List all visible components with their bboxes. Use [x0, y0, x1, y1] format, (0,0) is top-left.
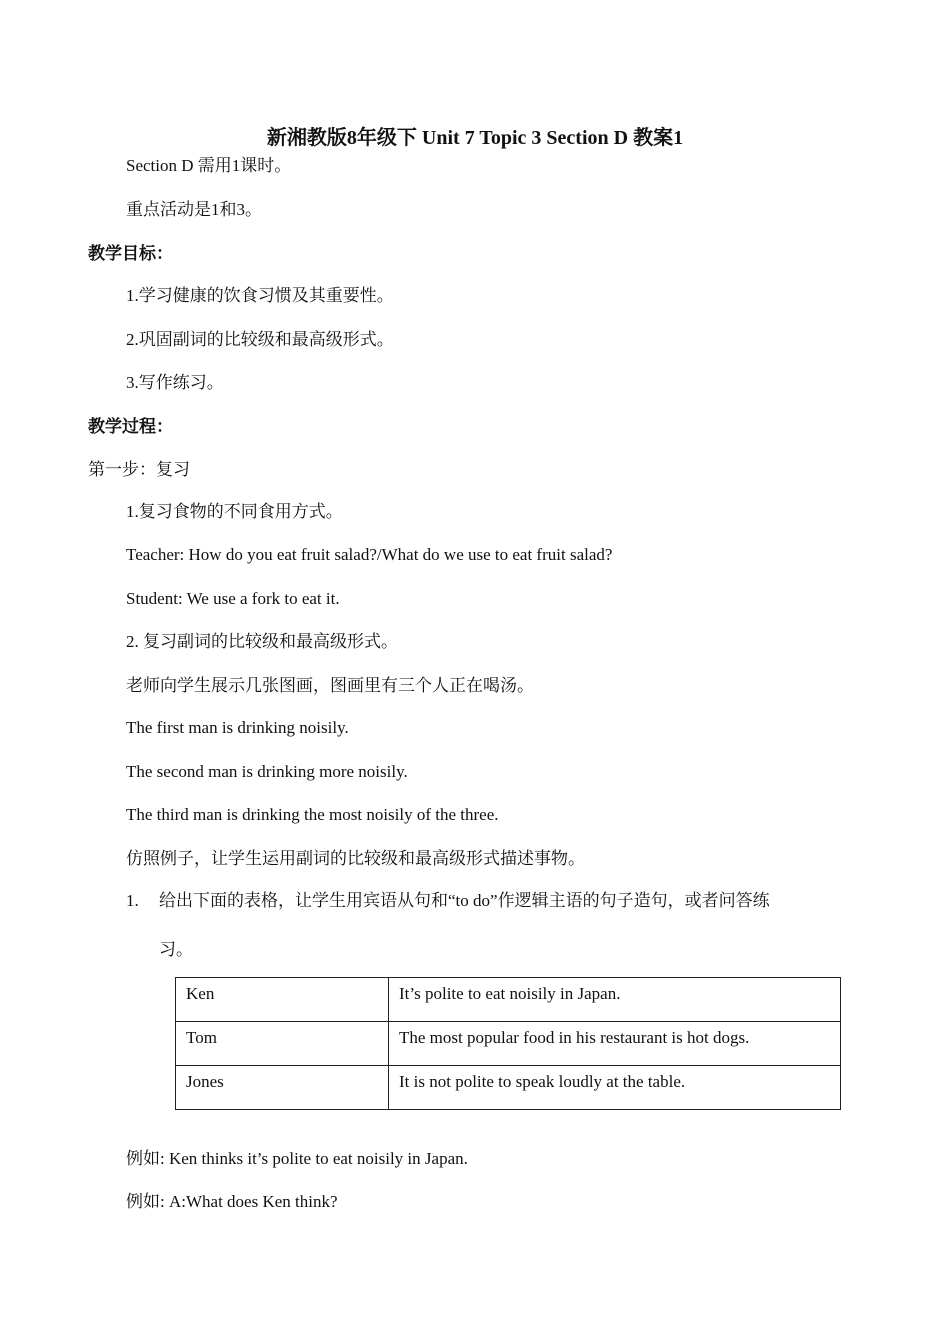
process-heading: 教学过程： [88, 417, 173, 436]
example-third-man: The third man is drinking the most noisily of the three. [126, 805, 499, 824]
sentence-table [175, 977, 841, 1110]
numbered-item-text-cont: 习。 [159, 940, 193, 959]
table-cell-sentence: It is not polite to speak loudly at the table. [389, 1066, 841, 1110]
table-cell-name: Jones [176, 1066, 389, 1110]
table-cell-name: Ken [176, 978, 389, 1022]
objectives-heading: 教学目标： [88, 244, 173, 263]
review-item-1: 1.复习食物的不同食用方式。 [126, 502, 343, 521]
student-line: Student: We use a fork to eat it. [126, 589, 340, 608]
table-cell-sentence: It’s polite to eat noisily in Japan. [389, 978, 841, 1022]
review-item-2: 2. 复习副词的比较级和最高级形式。 [126, 632, 398, 651]
key-activities: 重点活动是1和3。 [126, 200, 262, 219]
table-cell-sentence: The most popular food in his restaurant is hot dogs. [389, 1022, 841, 1066]
numbered-item-number: 1. [126, 891, 139, 910]
example-first-man: The first man is drinking noisily. [126, 718, 349, 737]
teacher-shows-pictures: 老师向学生展示几张图画，图画里有三个人正在喝汤。 [126, 676, 534, 695]
document-title: 新湘教版8年级下 Unit 7 Topic 3 Section D 教案1 [266, 127, 684, 149]
objective-1: 1.学习健康的饮食习惯及其重要性。 [126, 286, 394, 305]
table-row [176, 1066, 841, 1110]
step-1-heading: 第一步：复习 [88, 460, 190, 479]
objective-3: 3.写作练习。 [126, 373, 224, 392]
objective-2: 2.巩固副词的比较级和最高级形式。 [126, 330, 394, 349]
table-row [176, 978, 841, 1022]
example-sentence-2: 例如: A:What does Ken think? [126, 1192, 338, 1211]
teacher-line: Teacher: How do you eat fruit salad?/What do we use to eat fruit salad? [126, 545, 613, 564]
table-cell-name: Tom [176, 1022, 389, 1066]
numbered-item-text: 给出下面的表格，让学生用宾语从句和“to do”作逻辑主语的句子造句，或者问答练 [159, 891, 770, 910]
example-second-man: The second man is drinking more noisily. [126, 762, 408, 781]
imitate-instruction: 仿照例子，让学生运用副词的比较级和最高级形式描述事物。 [126, 849, 585, 868]
table-row [176, 1022, 841, 1066]
example-sentence-1: 例如: Ken thinks it’s polite to eat noisily in Japan. [126, 1149, 468, 1168]
section-info: Section D 需用1课时。 [126, 156, 292, 175]
